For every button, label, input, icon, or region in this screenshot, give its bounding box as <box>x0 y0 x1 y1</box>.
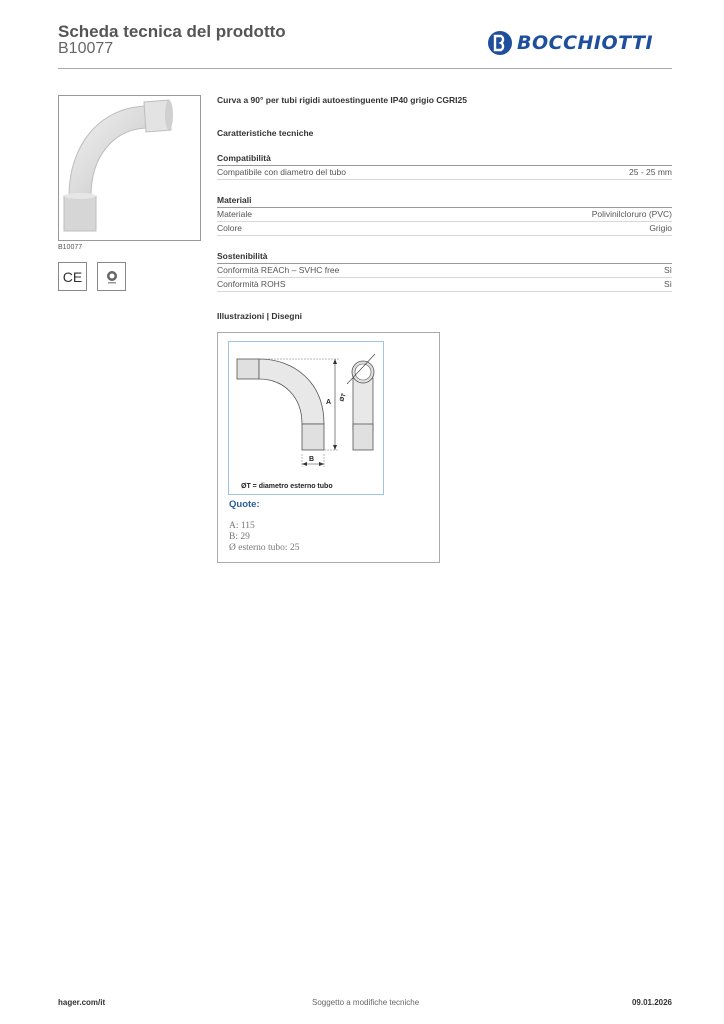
drawing-frame <box>228 341 384 495</box>
spec-content <box>217 95 672 321</box>
spec-label: Conformità REACh – SVHC free <box>217 265 340 275</box>
footer-note: Soggetto a modifiche tecniche <box>312 998 420 1007</box>
spec-value: 25 - 25 mm <box>629 167 672 177</box>
footer-url: hager.com/it <box>58 998 106 1007</box>
dim-t-label: ØT <box>339 392 348 403</box>
photo-caption: B10077 <box>58 244 83 251</box>
pipe-bend-photo <box>59 96 200 240</box>
product-photo <box>58 95 201 241</box>
illustrations-title: Illustrazioni | Disegni <box>217 311 303 321</box>
spec-row <box>217 208 672 222</box>
spec-row <box>217 222 672 236</box>
section-title: Caratteristiche tecniche <box>217 128 314 138</box>
dim-a-label: A <box>326 399 332 406</box>
spec-group-compatibility <box>217 153 672 180</box>
spec-label: Materiale <box>217 209 252 219</box>
spec-value: Sì <box>663 279 672 289</box>
spec-value: Sì <box>663 265 672 275</box>
quote-line: A: 115 <box>229 521 255 531</box>
quote-line: Ø esterno tubo: 25 <box>229 543 300 553</box>
bocchiotti-logo-icon <box>487 30 513 56</box>
bend-drawing-icon <box>229 342 383 477</box>
ce-mark-icon <box>58 262 87 291</box>
group-title: Sostenibilità <box>217 251 672 264</box>
dim-b-label: B <box>309 456 315 463</box>
footer-date: 09.01.2026 <box>631 998 672 1007</box>
product-code: B10077 <box>58 40 114 57</box>
quality-mark-icon <box>97 262 126 291</box>
page-title: Scheda tecnica del prodotto <box>58 22 286 41</box>
spec-value: Polivinilcloruro (PVC) <box>591 209 672 219</box>
product-title: Curva a 90° per tubi rigidi autoestinguente IP40 grigio CGRI25 <box>217 95 467 105</box>
spec-row <box>217 166 672 180</box>
spec-group-sustainability <box>217 251 672 292</box>
spec-group-materials <box>217 195 672 236</box>
spec-row <box>217 264 672 278</box>
brand-logo <box>487 30 653 56</box>
group-title: Materiali <box>217 195 672 208</box>
group-title: Compatibilità <box>217 153 672 166</box>
header-divider <box>58 68 672 69</box>
spec-label: Compatibile con diametro del tubo <box>217 167 346 177</box>
technical-drawing <box>217 332 440 563</box>
spec-label: Colore <box>217 223 243 233</box>
spec-value: Grigio <box>649 223 672 233</box>
drawing-legend: ØT = diametro esterno tubo <box>241 483 333 490</box>
quality-seal-icon <box>105 270 119 284</box>
spec-row <box>217 278 672 292</box>
spec-label: Conformità ROHS <box>217 279 286 289</box>
ce-label: CE <box>62 268 83 285</box>
brand-name: BOCCHIOTTI <box>517 32 654 54</box>
quote-title: Quote: <box>229 499 260 510</box>
quote-line: B: 29 <box>229 532 250 542</box>
